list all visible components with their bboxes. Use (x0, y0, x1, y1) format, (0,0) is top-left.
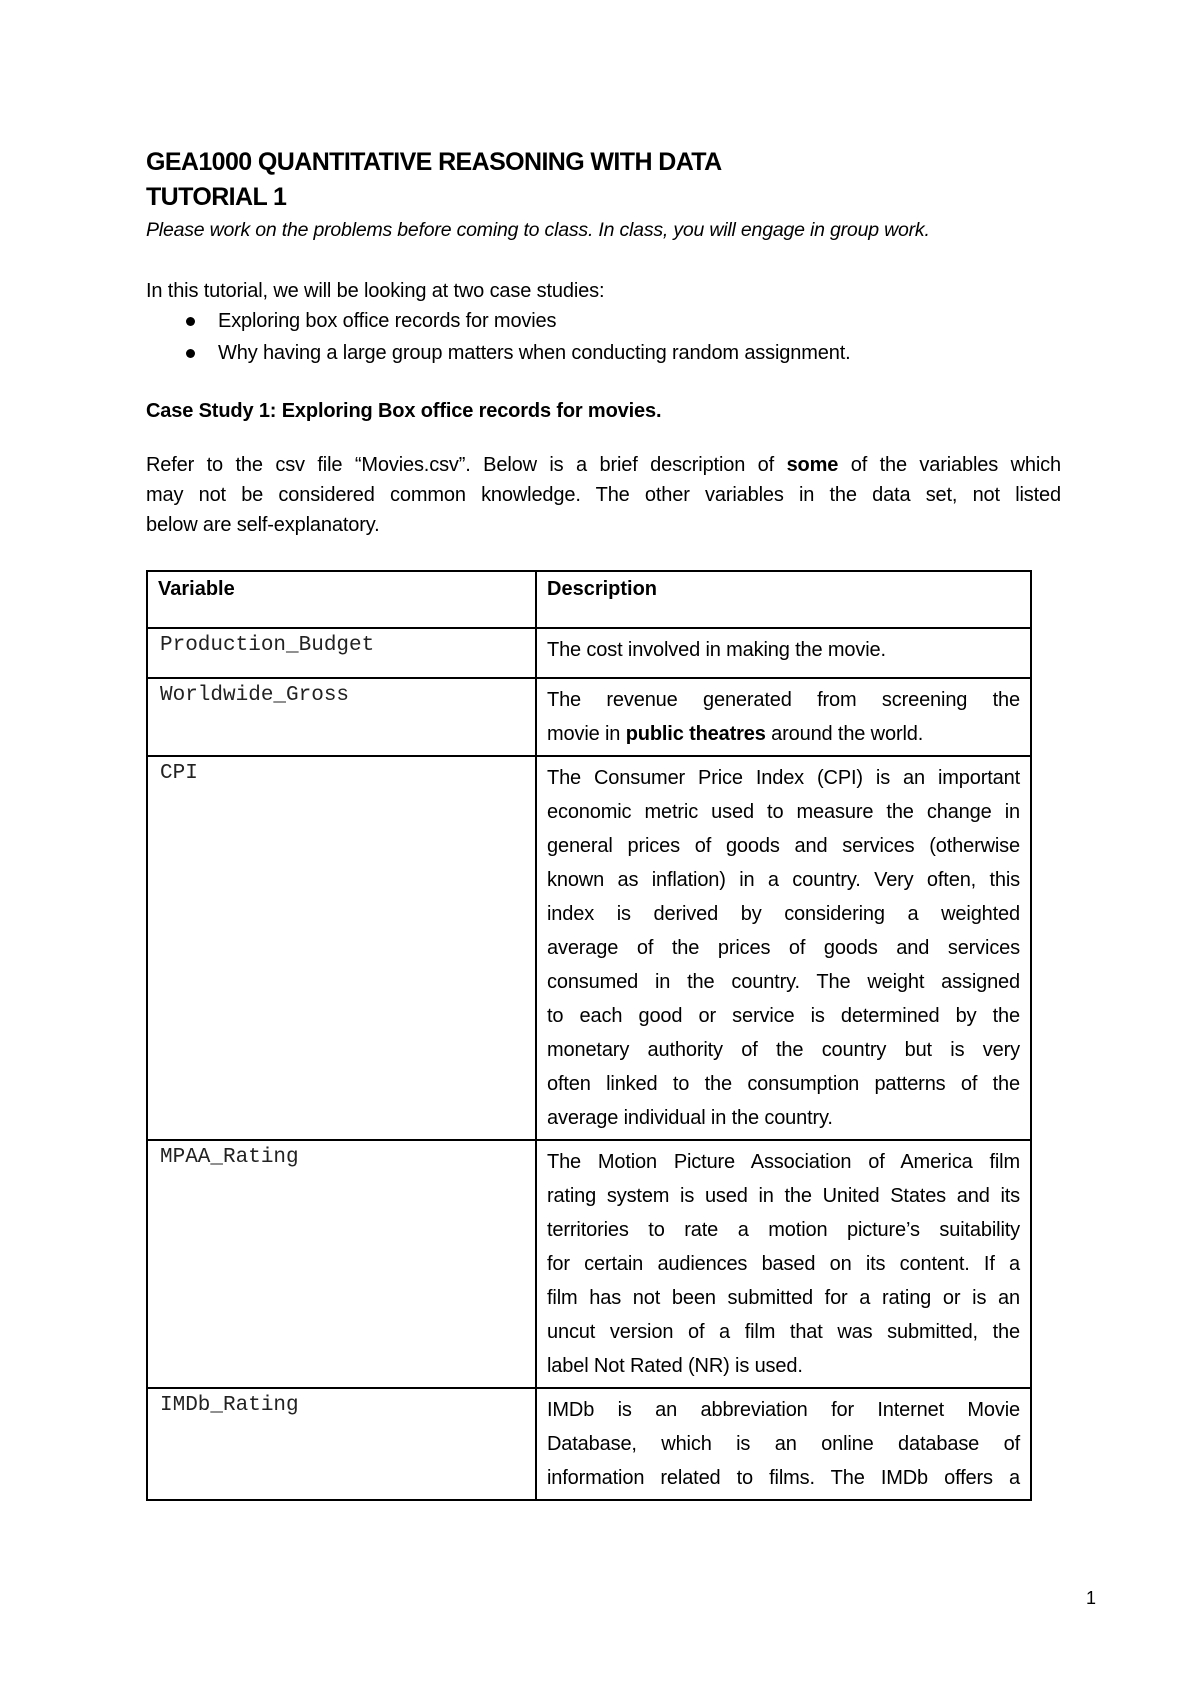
table-row (147, 756, 1031, 1140)
paragraph-line (146, 450, 1061, 480)
table-header-row (147, 571, 1031, 628)
description-line: known as inflation) in a country. Very often, this (547, 869, 1020, 891)
description-line: The Consumer Price Index (CPI) is an important (547, 767, 1020, 789)
paragraph-emphasis: some (786, 454, 839, 476)
description-text: movie in (547, 723, 621, 745)
list-item (146, 305, 1046, 337)
bullet-icon (186, 317, 195, 326)
paragraph-line: below are self-explanatory. (146, 514, 380, 536)
paragraph-text: Refer to the csv file “Movies.csv”. Below is a brief description of (146, 454, 775, 476)
intro-text: In this tutorial, we will be looking at two case studies: (146, 280, 605, 302)
table-row (147, 1140, 1031, 1388)
variable-name: Worldwide_Gross (147, 678, 536, 756)
description-line: film has not been submitted for a rating or is an (547, 1287, 1020, 1309)
description-line: Database, which is an online database of (547, 1433, 1020, 1455)
variable-description (536, 1388, 1031, 1500)
variable-name: CPI (147, 756, 536, 1140)
description-line: for certain audiences based on its content. If a (547, 1253, 1020, 1275)
column-header-description: Description (536, 571, 1031, 628)
description-line: The revenue generated from screening the (547, 689, 1020, 711)
paragraph-text: of the variables which (850, 454, 1061, 476)
case-study-heading: Case Study 1: Exploring Box office records for movies. (146, 400, 662, 422)
table-row (147, 678, 1031, 756)
bullet-icon (186, 349, 195, 358)
variable-description (536, 678, 1031, 756)
description-line (547, 717, 1020, 751)
case-study-list (146, 305, 1046, 369)
description-line: information related to films. The IMDb offers a (547, 1467, 1020, 1489)
case-study-paragraph (146, 450, 1061, 540)
paragraph-line: may not be considered common knowledge. The other variables in the data set, not listed (146, 484, 1061, 506)
description-line: label Not Rated (NR) is used. (547, 1355, 803, 1377)
description-text: around the world. (771, 723, 924, 745)
description-line: consumed in the country. The weight assigned (547, 971, 1020, 993)
description-line: monetary authority of the country but is very (547, 1039, 1020, 1061)
description-line: average individual in the country. (547, 1107, 833, 1129)
page-number: 1 (1085, 1588, 1096, 1608)
variable-description (536, 1140, 1031, 1388)
description-line: often linked to the consumption patterns of the (547, 1073, 1020, 1095)
variable-description (536, 756, 1031, 1140)
list-item (146, 337, 1046, 369)
description-line: territories to rate a motion picture’s suitability (547, 1219, 1020, 1241)
variable-description (536, 628, 1031, 678)
column-header-variable: Variable (147, 571, 536, 628)
variable-name: Production_Budget (147, 628, 536, 678)
description-line: average of the prices of goods and services (547, 937, 1020, 959)
description-line: The Motion Picture Association of America film (547, 1151, 1020, 1173)
tutorial-title: TUTORIAL 1 (146, 183, 287, 211)
description-emphasis: public theatres (625, 723, 766, 745)
description-line: IMDb is an abbreviation for Internet Movie (547, 1399, 1020, 1421)
description-line: economic metric used to measure the change in (547, 801, 1020, 823)
instruction-text: Please work on the problems before coming to class. In class, you will engage in group work. (146, 219, 930, 241)
variable-name: IMDb_Rating (147, 1388, 536, 1500)
description-line: general prices of goods and services (otherwise (547, 835, 1020, 857)
description-line: rating system is used in the United States and its (547, 1185, 1020, 1207)
list-item-label: Exploring box office records for movies (218, 310, 557, 332)
description-line: The cost involved in making the movie. (547, 639, 886, 661)
description-line: to each good or service is determined by the (547, 1005, 1020, 1027)
description-line: uncut version of a film that was submitted, the (547, 1321, 1020, 1343)
course-title: GEA1000 QUANTITATIVE REASONING WITH DATA (146, 148, 722, 176)
list-item-label: Why having a large group matters when conducting random assignment. (218, 342, 851, 364)
variable-name: MPAA_Rating (147, 1140, 536, 1388)
description-line: index is derived by considering a weighted (547, 903, 1020, 925)
variables-table (146, 570, 1032, 1501)
table-row (147, 1388, 1031, 1500)
table-row (147, 628, 1031, 678)
